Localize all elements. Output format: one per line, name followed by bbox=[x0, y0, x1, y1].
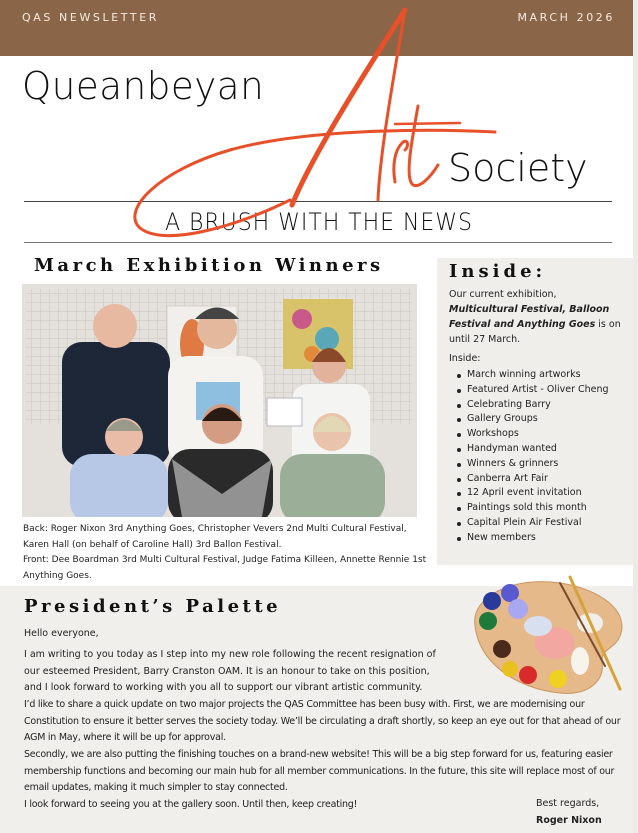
paragraph-constitution: I’d like to share a quick update on two major projects the QAS Committee has been busy with. First, we are modernising our Constitution to ensure it better serves the society today. We’ll be circulating a draft shortly, so keep an eye out for that ahead of our AGM in May, where it will be up for approval. bbox=[24, 699, 621, 743]
signature-name: Roger Nixon bbox=[536, 815, 602, 826]
art-stroke-t bbox=[409, 106, 438, 186]
contents-item: March winning artworks bbox=[457, 368, 609, 383]
masthead-queanbeyan: Queanbeyan bbox=[22, 64, 265, 108]
inside-intro bbox=[449, 287, 631, 347]
contents-item: Gallery Groups bbox=[457, 412, 609, 427]
inside-intro-suffix: is on until 27 March. bbox=[449, 319, 621, 345]
inside-list-label: Inside: bbox=[449, 353, 481, 364]
caption-back-row: Back: Roger Nixon 3rd Anything Goes, Christopher Vevers 2nd Multi Cultural Festival, Karen Hall (on behalf of Caroline Hall) 3rd Ballon Festival. bbox=[23, 524, 407, 550]
contents-item: 12 April event invitation bbox=[457, 486, 609, 501]
closing-text: Best regards, bbox=[536, 798, 600, 809]
contents-item: Paintings sold this month bbox=[457, 501, 609, 516]
inside-intro-prefix: Our current exhibition, bbox=[449, 289, 557, 300]
masthead-rule-bottom bbox=[24, 242, 612, 243]
contents-item: Handyman wanted bbox=[457, 442, 609, 457]
inside-panel bbox=[437, 258, 633, 565]
page-edge bbox=[633, 0, 638, 833]
art-stroke-r bbox=[394, 141, 408, 182]
contents-item: Canberra Art Fair bbox=[457, 472, 609, 487]
issue-date: MARCH 2026 bbox=[517, 11, 615, 24]
person-front-right bbox=[280, 454, 385, 517]
contents-item: Winners & grinners bbox=[457, 457, 609, 472]
presidents-palette-title: President’s Palette bbox=[24, 596, 282, 617]
masthead-rule-top bbox=[24, 201, 612, 202]
certificate bbox=[267, 398, 302, 426]
signoff bbox=[536, 795, 602, 829]
newsletter-label: QAS NEWSLETTER bbox=[22, 11, 160, 24]
art-stroke-t-cross bbox=[395, 123, 460, 124]
person-front-left bbox=[70, 454, 168, 517]
paragraph-closing: I look forward to seeing you at the gallery soon. Until then, keep creating! bbox=[24, 799, 358, 810]
contents-item: Workshops bbox=[457, 427, 609, 442]
contents-item: Featured Artist - Oliver Cheng bbox=[457, 383, 609, 398]
paragraph-website: Secondly, we are also putting the finishing touches on a brand-new website! This will be a big step forward for us, featuring easier membership functions and becoming our main hub for all member communications. In the future, this site will replace most of our email updates, making it much simpler to stay connected. bbox=[24, 749, 615, 793]
winners-photo bbox=[22, 284, 417, 517]
paragraph-intro: I am writing to you today as I step into my new role following the recent resignation of our esteemed President, Barry Cranston OAM. It is an honour to take on this position, and I look forward to working with you all to support our vibrant artistic community. bbox=[24, 649, 436, 693]
inside-contents-list bbox=[457, 368, 609, 546]
header-band bbox=[0, 0, 633, 56]
photo-caption bbox=[23, 522, 428, 584]
contents-item: Celebrating Barry bbox=[457, 398, 609, 413]
inside-title: Inside: bbox=[449, 261, 547, 282]
paint-palette-image bbox=[460, 571, 635, 699]
inside-intro-exhibitions: Multicultural Festival, Balloon Festival and Anything Goes bbox=[449, 304, 610, 330]
masthead-tagline: A BRUSH WITH THE NEWS bbox=[165, 208, 473, 236]
contents-item: Capital Plein Air Festival bbox=[457, 516, 609, 531]
contents-item: New members bbox=[457, 531, 609, 546]
masthead-society: Society bbox=[448, 146, 588, 190]
exhibition-title: March Exhibition Winners bbox=[34, 255, 384, 276]
caption-front-row: Front: Dee Boardman 3rd Multi Cultural Festival, Judge Fatima Killeen, Annette Rennie 1st Anything Goes. bbox=[23, 555, 427, 581]
greeting: Hello everyone, bbox=[24, 628, 99, 639]
